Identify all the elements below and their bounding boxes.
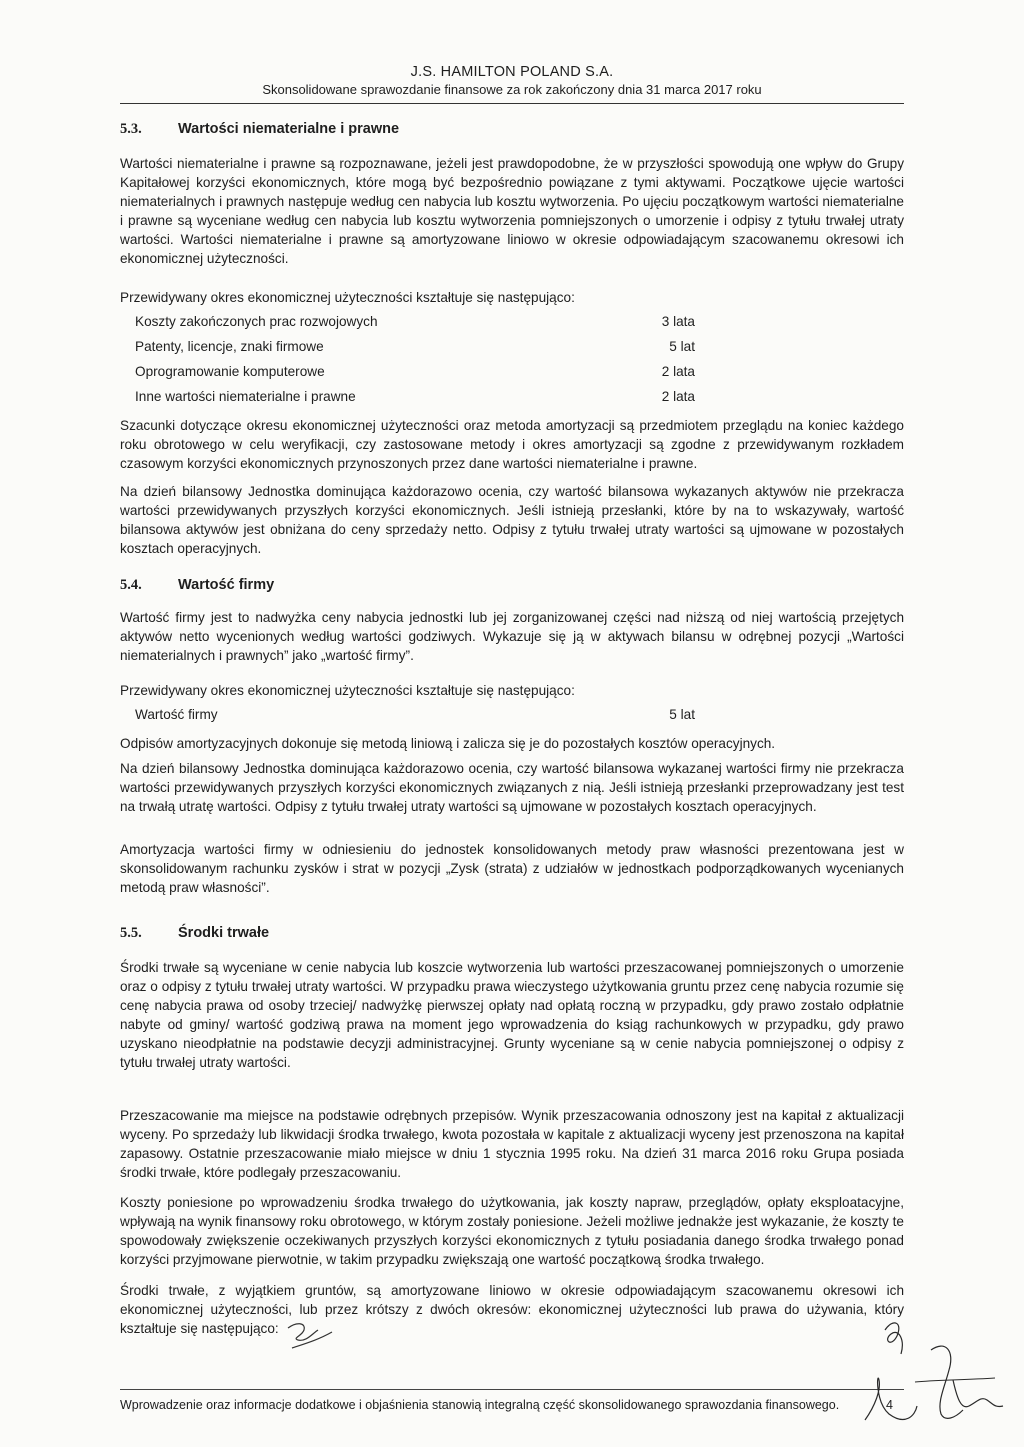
paragraph: Środki trwałe są wyceniane w cenie nabycia lub koszcie wytworzenia lub wartości przeszacowanej pomniejszonych o umorzenie oraz o odpisy z tytułu trwałej utraty wartości. W przypadku prawa wieczystego użytkowania gruntu przez cenę nabycia rozumie się cenę nabycia prawa od osoby trzeciej/ nadwyżkę pierwszej opłaty nad opłatą roczną w przypadku, gdy prawo zostało odpłatnie nabyte od gminy/ wartość godziwą prawa na moment jego wprowadzenia do ksiąg rachunkowych w przypadku, gdy prawo uzyskano nieodpłatnie na podstawie decyzji administracyjnej. Grunty wyceniane są w cenie nabycia pomniejszonej o odpisy z tytułu trwałej utraty wartości. <box>120 960 904 1070</box>
paragraph: Na dzień bilansowy Jednostka dominująca każdorazowo ocenia, czy wartość bilansowa wykazanych aktywów nie przekracza wartości przewidywanych przyszłych korzyści ekonomicznych. Jeśli istnieją przesłanki, które by na to wskazywały, wartość bilansowa aktywów jest obniżana do ceny sprzedaży netto. Odpisy z tytułu trwałej utraty wartości są ujmowane w pozostałych kosztach operacyjnych. <box>120 484 904 556</box>
paragraph: Przewidywany okres ekonomicznej użyteczności kształtuje się następująco: <box>120 290 575 305</box>
paragraph: Amortyzacja wartości firmy w odniesieniu do jednostek konsolidowanych metody praw własności prezentowana jest w skonsolidowanym rachunku zysków i strat w pozycji „Zysk (strata) z udziałów w jednostkach podporządkowanych wycenianych metodą praw własności”. <box>120 842 904 895</box>
row-label: Wartość firmy <box>135 707 218 722</box>
paragraph: Szacunki dotyczące okresu ekonomicznej użyteczności oraz metoda amortyzacji są przedmiotem przeglądu na koniec każdego roku obrotowego w celu weryfikacji, czy zastosowane metody i okres amortyzacji są zgodne z przewidywanym rozkładem czasowym korzyści ekonomicznych przynoszonych przez dane wartości niematerialne i prawne. <box>120 418 904 471</box>
section-title: Wartość firmy <box>178 577 275 593</box>
handwritten-signature <box>845 1310 1015 1435</box>
row-label: Koszty zakończonych prac rozwojowych <box>135 314 378 329</box>
paragraph: Koszty poniesione po wprowadzeniu środka trwałego do użytkowania, jak koszty napraw, przeglądów, opłaty eksploatacyjne, wpływają na wynik finansowy roku obrotowego, w którym zostały poniesione. Jeżeli możliwe jednakże jest wykazanie, że koszty te spowodowały zwiększenie oczekiwanych przyszłych korzyści ekonomicznych z tytułu posiadania danego środka trwałego ponad korzyści przyjmowane pierwotnie, w takim przypadku zwiększają one wartość początkową środka trwałego. <box>120 1195 904 1267</box>
section-title: Środki trwałe <box>178 925 270 941</box>
row-value: 2 lata <box>661 389 695 404</box>
section-heading-5-5 <box>120 925 269 942</box>
row-label: Inne wartości niematerialne i prawne <box>135 389 356 404</box>
row-value: 5 lat <box>669 707 695 722</box>
footer-note: Wprowadzenie oraz informacje dodatkowe i objaśnienia stanowią integralną część skonsolidowanego sprawozdania finansowego. <box>120 1398 840 1412</box>
paragraph: Na dzień bilansowy Jednostka dominująca każdorazowo ocenia, czy wartość bilansowa wykazanej wartości firmy nie przekracza wartości przewidywanych przyszłych korzyści ekonomicznych związanych z nią. Jeśli istnieją przesłanki przeprowadzany jest test na trwałą utratę wartości. Odpisy z tytułu trwałej utraty wartości są ujmowane w pozostałych kosztach operacyjnych. <box>120 761 904 814</box>
header-rule <box>120 103 904 104</box>
report-subtitle: Skonsolidowane sprawozdanie finansowe za rok zakończony dnia 31 marca 2017 roku <box>262 82 762 97</box>
row-value: 5 lat <box>669 339 695 354</box>
page-number: 4 <box>886 1398 893 1412</box>
row-label: Oprogramowanie komputerowe <box>135 364 325 379</box>
company-name: J.S. HAMILTON POLAND S.A. <box>410 64 614 80</box>
row-value: 3 lata <box>661 314 695 329</box>
paragraph: Wartości niematerialne i prawne są rozpoznawane, jeżeli jest prawdopodobne, że w przyszłości spowodują one wpływ do Grupy Kapitałowej korzyści ekonomicznych, które mogą być bezpośrednio powiązane z tymi aktywami. Początkowe ujęcie wartości niematerialnych i prawnych następuje według cen nabycia lub kosztu wytworzenia. Po ujęciu początkowym wartości niematerialne i prawne są wyceniane według cen nabycia lub kosztu wytworzenia pomniejszonych o umorzenie i odpisy z tytułu trwałej utraty wartości. Wartości niematerialne i prawne są amortyzowane liniowo w okresie odpowiadającym szacowanemu okresowi ich ekonomicznej użyteczności. <box>120 156 904 266</box>
section-title: Wartości niematerialne i prawne <box>178 121 400 137</box>
handwritten-initials <box>282 1318 342 1354</box>
paragraph: Wartość firmy jest to nadwyżka ceny nabycia jednostki lub jej zorganizowanej części nad niższą od niej wartością przejętych aktywów netto wycenionych według wartości godziwych. Wykazuje się ją w aktywach bilansu w odrębnej pozycji „Wartości niematerialnych i prawnych” jako „wartość firmy”. <box>120 610 904 663</box>
paragraph: Przeszacowanie ma miejsce na podstawie odrębnych przepisów. Wynik przeszacowania odnoszony jest na kapitał z aktualizacji wyceny. Po sprzedaży lub likwidacji środka trwałego, kwota pozostała w kapitale z aktualizacji wyceny jest przenoszona na kapitał zapasowy. Ostatnie przeszacowanie miało miejsce w dniu 1 stycznia 1995 roku. Na dzień 31 marca 2016 roku Grupa posiada środki trwałe, które podlegały przeszacowaniu. <box>120 1108 904 1180</box>
footer-rule <box>120 1389 904 1390</box>
section-number: 5.4. <box>120 577 142 593</box>
section-heading-5-3 <box>120 121 399 138</box>
section-number: 5.5. <box>120 925 142 941</box>
paragraph: Odpisów amortyzacyjnych dokonuje się metodą liniową i zalicza się je do pozostałych kosztów operacyjnych. <box>120 736 776 751</box>
row-value: 2 lata <box>661 364 695 379</box>
section-number: 5.3. <box>120 121 142 137</box>
row-label: Patenty, licencje, znaki firmowe <box>135 339 324 354</box>
paragraph: Przewidywany okres ekonomicznej użyteczności kształtuje się następująco: <box>120 683 575 698</box>
section-heading-5-4 <box>120 577 274 594</box>
paragraph: Środki trwałe, z wyjątkiem gruntów, są amortyzowane liniowo w okresie odpowiadającym szacowanemu okresowi ich ekonomicznej użyteczności, lub przez krótszy z dwóch okresów: ekonomicznej użyteczności lub prawa do używania, który kształtuje się następująco: <box>120 1283 904 1336</box>
